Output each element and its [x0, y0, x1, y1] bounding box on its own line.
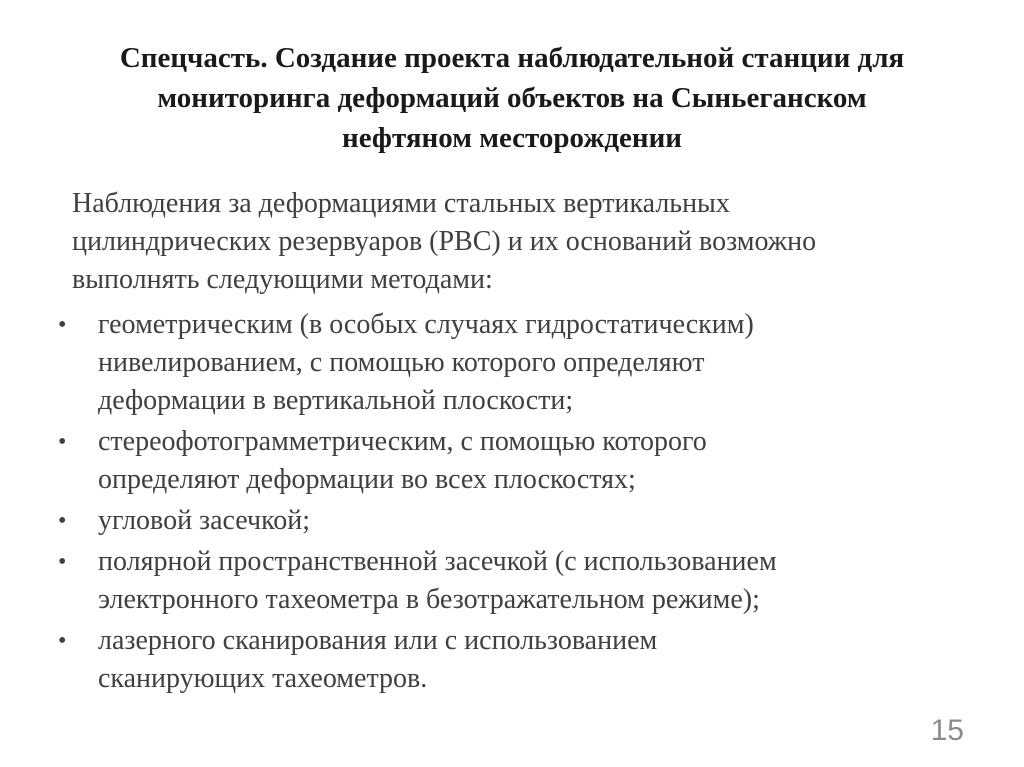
- title-line: нефтяном месторождении: [341, 122, 683, 154]
- method-item-angular-intersection: [0, 502, 1000, 540]
- method-line: деформации в вертикальной плоскости;: [98, 385, 574, 416]
- bullet-icon: •: [58, 549, 67, 575]
- method-line: угловой засечкой;: [98, 505, 311, 536]
- intro-line: цилиндрических резервуаров (РВС) и их оснований возможно: [72, 226, 817, 257]
- intro-paragraph: [72, 185, 972, 299]
- bullet-icon: •: [58, 628, 67, 654]
- intro-line: Наблюдения за деформациями стальных вертикальных: [72, 188, 730, 219]
- method-line: стереофотограмметрическим, с помощью которого: [98, 426, 707, 457]
- title-line: мониторинга деформаций объектов на Сыньеганском: [157, 82, 867, 114]
- method-line: нивелированием, с помощью которого определяют: [98, 347, 705, 378]
- method-item-geometric-leveling: [0, 306, 1000, 420]
- page-number: 15: [930, 714, 964, 747]
- method-item-laser-scanning: [0, 622, 1000, 698]
- bullet-icon: •: [58, 312, 67, 338]
- method-line: полярной пространственной засечкой (с использованием: [98, 546, 777, 577]
- method-item-stereophotogrammetric: [0, 423, 1000, 499]
- method-item-polar-intersection: [0, 543, 1000, 619]
- method-line: лазерного сканирования или с использованием: [98, 625, 658, 656]
- methods-list: [0, 306, 1000, 701]
- method-line: электронного тахеометра в безотражательном режиме);: [98, 584, 760, 615]
- slide-title: [40, 38, 984, 158]
- method-line: определяют деформации во всех плоскостях;: [98, 464, 636, 495]
- title-line: Спецчасть. Создание проекта наблюдательной станции для: [119, 42, 905, 74]
- intro-line: выполнять следующими методами:: [72, 264, 493, 295]
- bullet-icon: •: [58, 429, 67, 455]
- bullet-icon: •: [58, 508, 67, 534]
- method-line: сканирующих тахеометров.: [98, 663, 428, 694]
- method-line: геометрическим (в особых случаях гидростатическим): [98, 309, 754, 340]
